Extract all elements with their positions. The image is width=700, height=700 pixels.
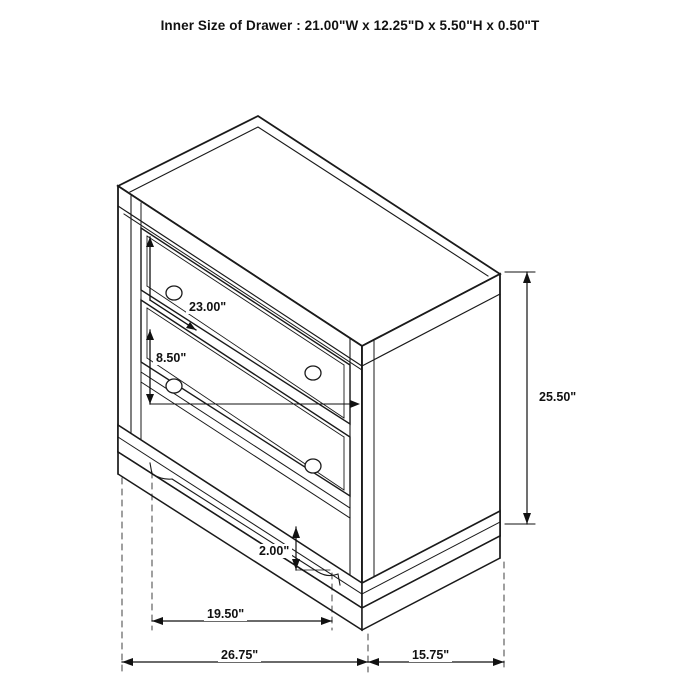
drawer-knob-icon [305, 459, 321, 473]
dimension-label-total-height: 25.50" [536, 390, 579, 404]
drawer-knob-icon [305, 366, 321, 380]
page-title: Inner Size of Drawer : 21.00"W x 12.25"D x 5.50"H x 0.50"T [160, 18, 540, 33]
dimension-label-base-inner-width: 19.50" [204, 607, 247, 621]
dimension-label-drawer-front-height: 8.50" [153, 351, 189, 365]
dimension-label-drawer-top-width: 23.00" [186, 300, 229, 314]
dimension-25-50 [505, 272, 535, 524]
dimension-label-front-width: 26.75" [218, 648, 261, 662]
dimension-label-base-clearance: 2.00" [256, 544, 292, 558]
drawer-knob-icon [166, 286, 182, 300]
dimension-label-side-depth: 15.75" [409, 648, 452, 662]
drawer-knob-icon [166, 379, 182, 393]
